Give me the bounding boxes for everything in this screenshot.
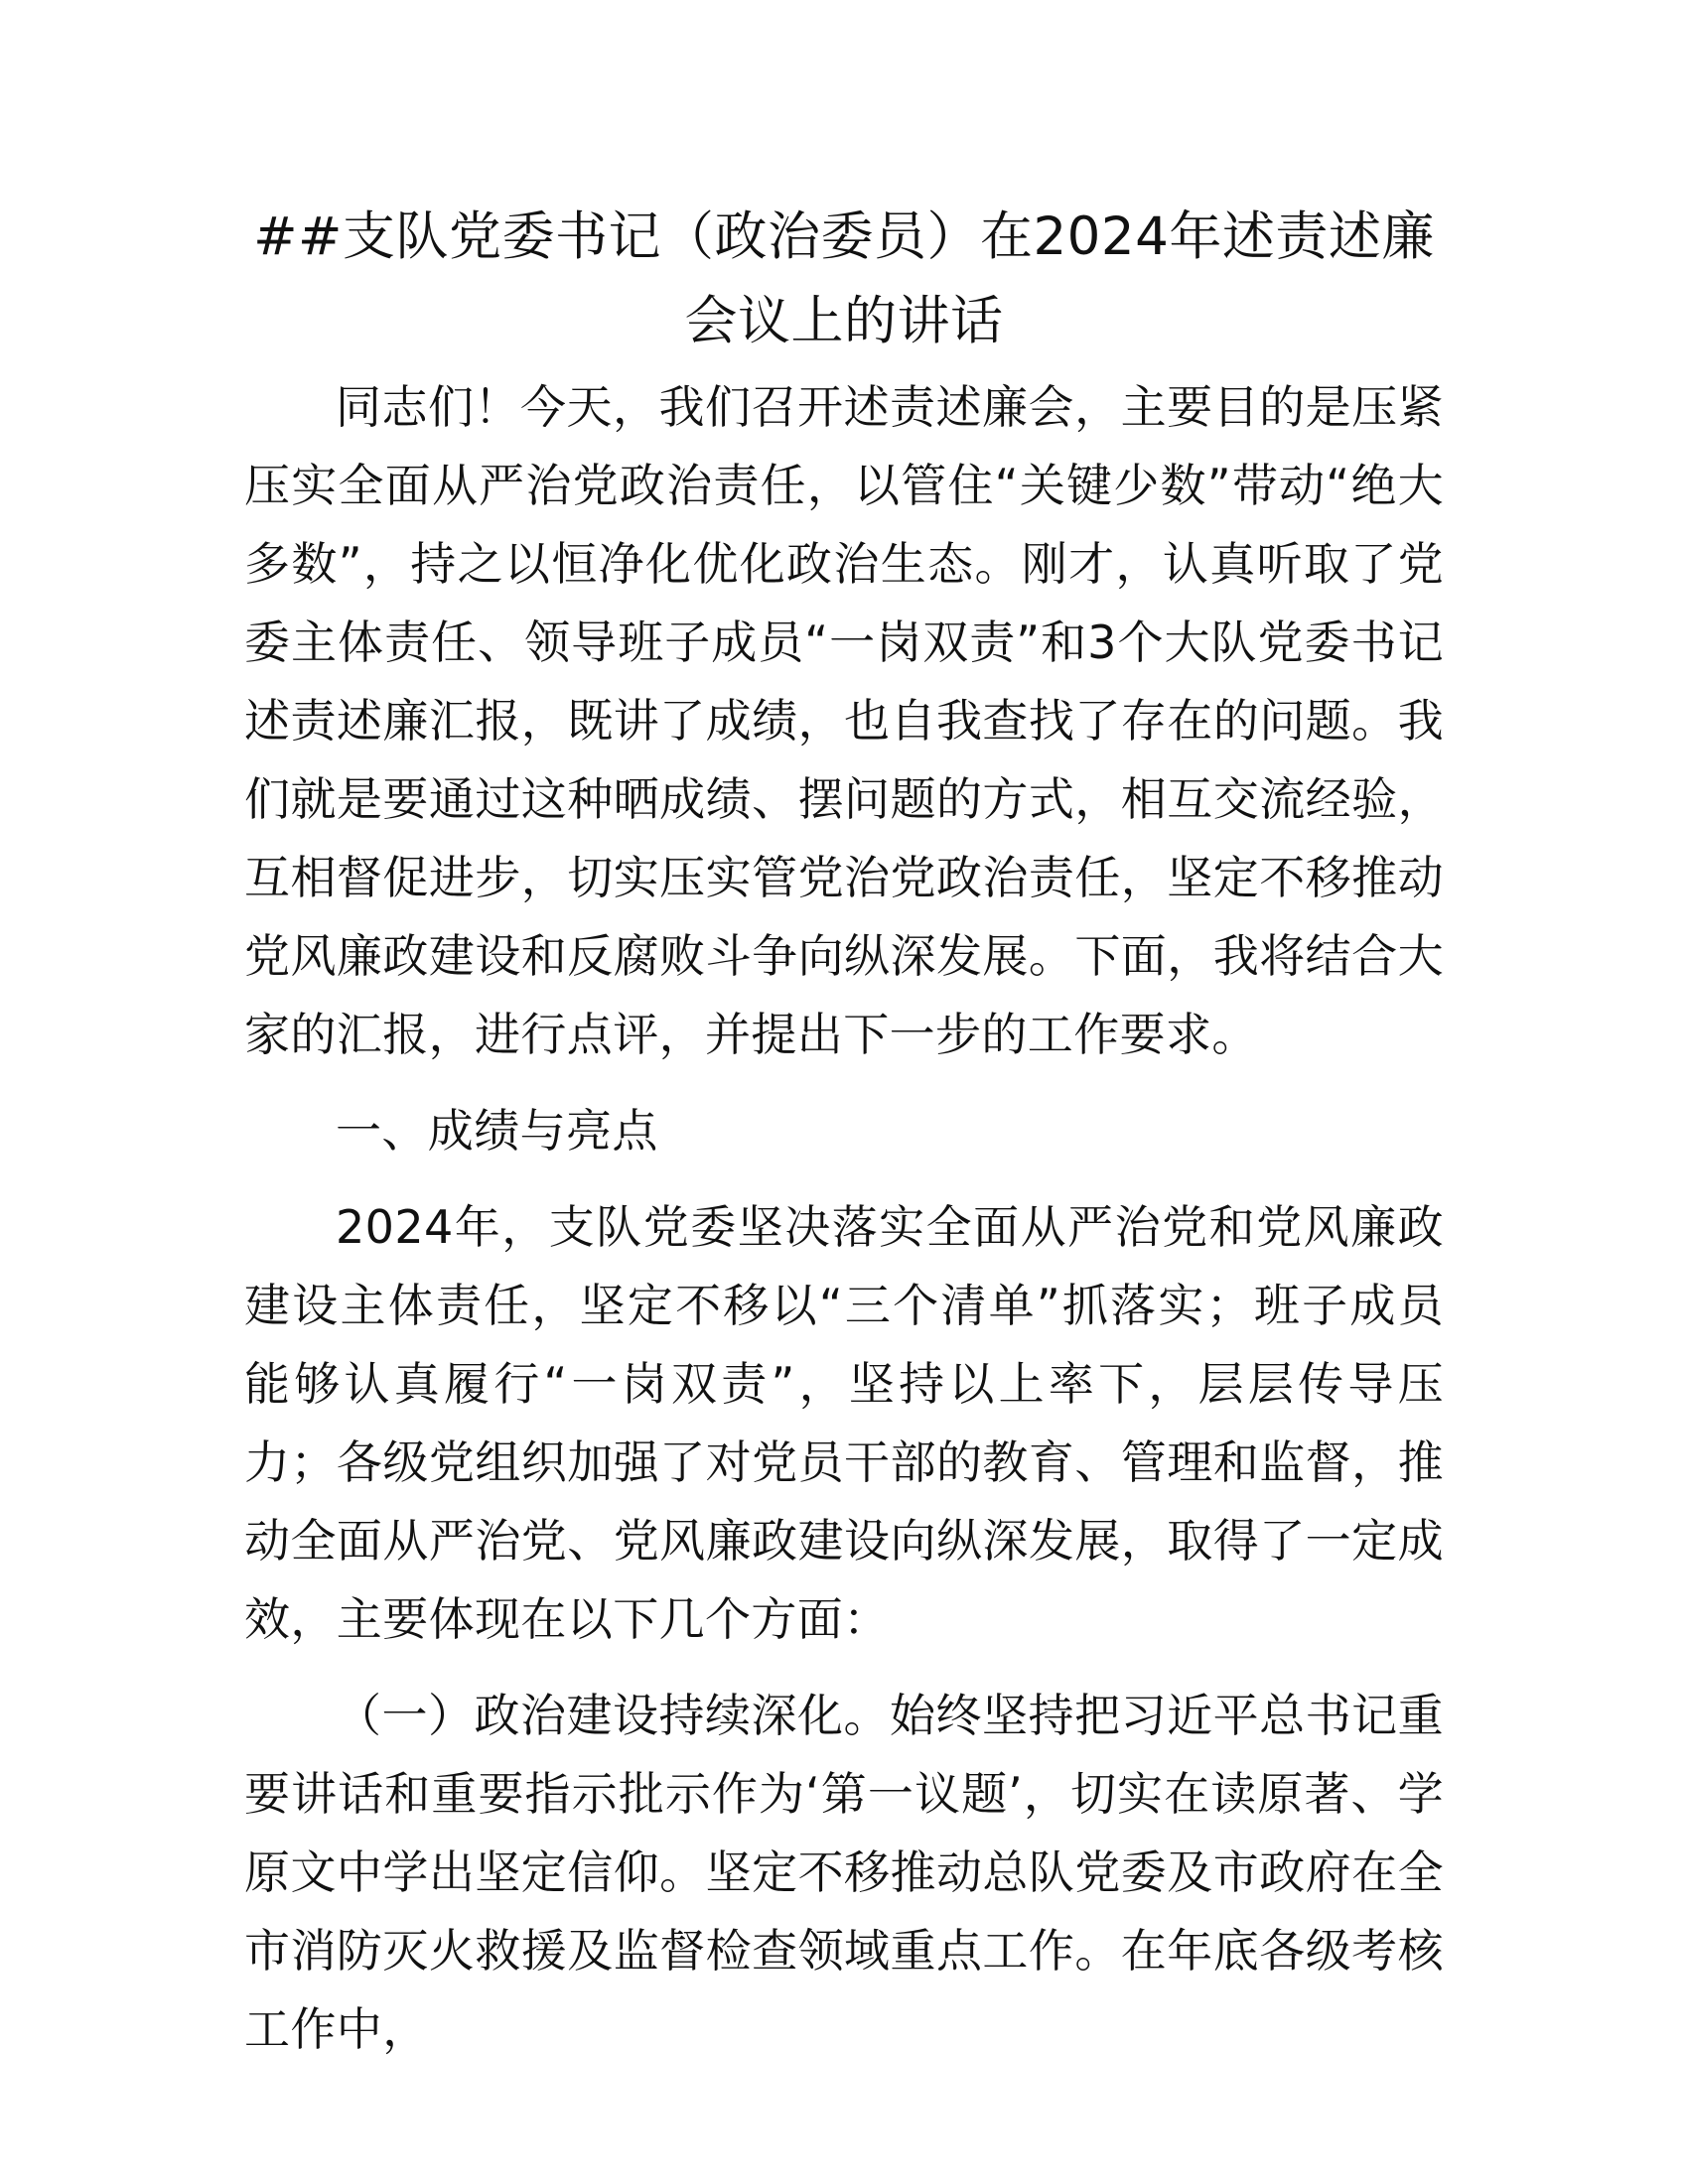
- document-title: ##支队党委书记（政治委员）在2024年述责述廉会议上的讲话: [253, 206, 1435, 351]
- document-body: [244, 195, 1444, 2069]
- paragraph-political-building: （一）政治建设持续深化。始终坚持把习近平总书记重要讲话和重要指示批示作为‘第一议题’，切实在读原著、学原文中学出坚定信仰。坚定不移推动总队党委及市政府在全市消防灭火救援及监督检查领域重点工作。在年底各级考核工作中，: [244, 1689, 1444, 2056]
- section-heading-achievements: 一、成绩与亮点: [336, 1104, 658, 1158]
- paragraph-opening: 同志们！今天，我们召开述责述廉会，主要目的是压紧压实全面从严治党政治责任，以管住“关键少数”带动“绝大多数”，持之以恒净化优化政治生态。刚才，认真听取了党委主体责任、领导班子成员“一岗双责”和3个大队党委书记述责述廉汇报，既讲了成绩，也自我查找了存在的问题。我们就是要通过这种晒成绩、摆问题的方式，相互交流经验，互相督促进步，切实压实管党治党政治责任，坚定不移推动党风廉政建设和反腐败斗争向纵深发展。下面，我将结合大家的汇报，进行点评，并提出下一步的工作要求。: [244, 380, 1444, 1061]
- paragraph-achievements-summary: 2024年，支队党委坚决落实全面从严治党和党风廉政建设主体责任，坚定不移以“三个清单”抓落实；班子成员能够认真履行“一岗双责”，坚持以上率下，层层传导压力；各级党组织加强了对党员干部的教育、管理和监督，推动全面从严治党、党风廉政建设向纵深发展，取得了一定成效，主要体现在以下几个方面：: [244, 1200, 1444, 1646]
